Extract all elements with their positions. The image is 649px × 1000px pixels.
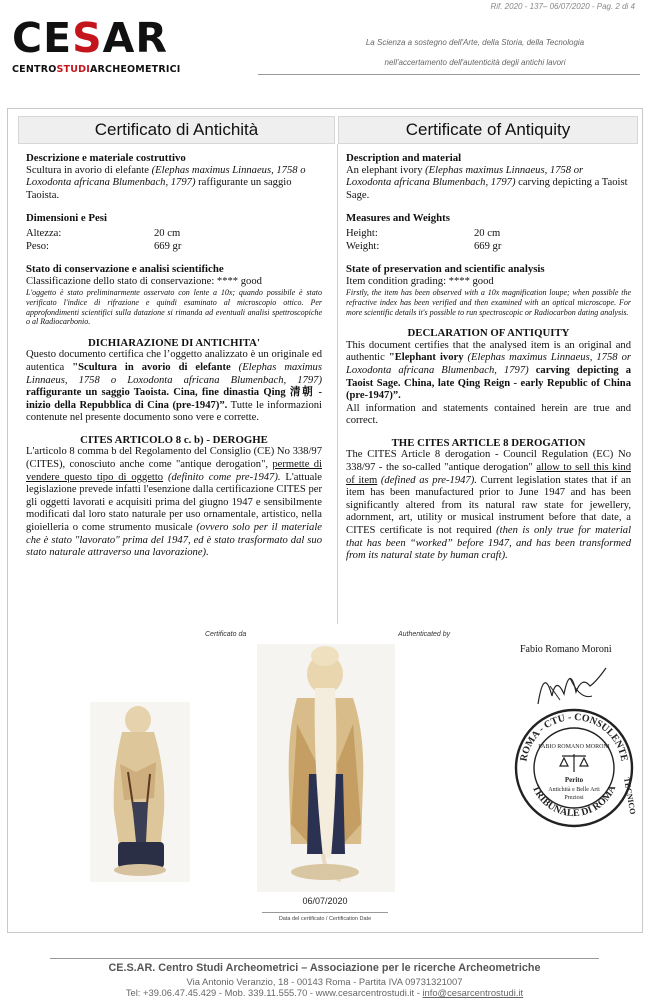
state-heading-it: Stato di conservazione e analisi scientifiche [26, 263, 224, 276]
desc-text-it [26, 165, 322, 203]
decl-en-a: This document certifies that the analysed item is an original and authentic [346, 339, 631, 364]
cites-heading-en: THE CITES ARTICLE 8 DEROGATION [391, 436, 586, 449]
logo-sub-archeometrici: ARCHEOMETRICI [89, 64, 181, 75]
header-divider [258, 74, 640, 75]
logo-text-ar: AR [102, 14, 168, 62]
scales-icon [560, 754, 588, 772]
height-label-en: Height: [346, 227, 378, 239]
cites-text-it [26, 446, 322, 559]
sculpture-front-illustration [257, 644, 395, 892]
column-divider [337, 144, 338, 624]
footer-address: Via Antonio Veranzio, 18 - 00143 Roma - Partita IVA 09731321007 [186, 976, 463, 987]
decl-it-a: Questo documento certifica che l’oggetto analizzato è un originale ed autentica [26, 349, 322, 373]
tagline-line-1: La Scienza a sostegno dell'Arte, della Storia, della Tecnologia [365, 38, 585, 47]
stamp-line-2: Antichità e Belle Arti [548, 787, 600, 793]
cites-en-c: (defined as pre-1947). [377, 474, 477, 486]
weight-value-en: 669 gr [474, 240, 502, 252]
desc-en-a: An elephant ivory [346, 164, 426, 176]
state-note-en: Firstly, the item has been observed with a 10x magnification loupe; when possible the refractive index has been verified and then examined with an optical microscope. For more scientific details it's possible to run spectroscopic or Radiocarbon dating analysis. [346, 288, 631, 317]
logo-sub-centro: CENTRO [12, 64, 57, 75]
tagline-line-2: nell'accertamento dell'autenticità degli antichi lavori [384, 58, 566, 67]
title-italian: Certificato di Antichità [18, 116, 335, 144]
certified-by-label: Certificato da [205, 631, 247, 638]
signer-name: Fabio Romano Moroni [520, 644, 612, 655]
state-grade-it: Classificazione dello stato di conservazione: **** good [26, 275, 262, 287]
decl-it-d: raffigurante un saggio Taoista. Cina, fine dinastia Qing 清朝 - inizio della Repubblica di Cina (pre-1947)”. [26, 387, 322, 411]
desc-en-b: (Elephas maximus Linnaeus, 1758 or Loxodonta africana Blumenbach, 1797) [346, 164, 584, 189]
date-caption: Data del certificato / Certification Date [278, 916, 372, 922]
state-grade-en: Item condition grading: **** good [346, 275, 494, 287]
logo-text-s: S [72, 14, 103, 62]
english-column [346, 152, 631, 563]
weight-value-it: 669 gr [154, 240, 182, 252]
decl-en-c: (Elephas maximus Linnaeus, 1758 or Loxodonta africana Blumenbach, 1797) [346, 352, 631, 376]
desc-text-en [346, 165, 631, 203]
decl-heading-it: DICHIARAZIONE DI ANTICHITA' [88, 336, 260, 349]
cites-it-d: L'attuale legislazione prevede infatti l'esenzione dalla certificazione CITES per gli oggetti lavorati e acquisiti prima del giugno 1947 e sensibilmente modificati dal loro stato naturale per uso ornamentale, artistico, nella gioielleria o come strumento musicale [26, 471, 322, 534]
cites-it-b: permette di vendere questo tipo di oggetto [26, 459, 322, 483]
height-value-it: 20 cm [154, 227, 181, 239]
stamp-line-3: Preziosi [564, 795, 584, 801]
decl-it-b: "Scultura in avorio di elefante [72, 361, 231, 373]
stamp-graphic [512, 706, 636, 830]
dim-heading-en: Measures and Weights [346, 212, 450, 225]
decl-heading-en: DECLARATION OF ANTIQUITY [407, 327, 570, 340]
footer-divider [50, 958, 599, 959]
stamp-title: Perito [564, 776, 584, 784]
date-underline [262, 912, 388, 913]
decl-en-d: carving depicting a Taoist Sage. China, late Qing Reign - early Republic of China (pre-1947)”. [346, 364, 631, 402]
decl-text-it [26, 349, 322, 425]
cites-heading-it: CITES ARTICOLO 8 c. b) - DEROGHE [80, 433, 268, 446]
sculpture-back-illustration [90, 702, 190, 882]
height-row-it [26, 228, 322, 241]
logo-text-ce: CE [12, 14, 73, 62]
stamp-name: FABIO ROMANO MORONI [538, 744, 610, 750]
logo-sub-studi: STUDI [56, 64, 90, 75]
cites-en-a: The CITES Article 8 derogation - Council Regulation (EC) No 338/97 - the so-called "antique derogation" [346, 449, 631, 474]
cites-en-e: (then is only true for material that has been “worked” before 1947, and has been transformed from its natural state by human craft). [346, 525, 632, 562]
weight-label-en: Weight: [346, 240, 380, 252]
weight-row-en [346, 241, 631, 254]
decl-en-b: "Elephant ivory [388, 352, 464, 364]
sculpture-back-photo [90, 702, 190, 882]
cites-it-e: (ovvero solo per il materiale che è stato "lavorato" prima del 1947, ed è stato trasformato dal suo stato naturale attraverso una lavorazione). [26, 522, 322, 559]
cites-it-a: L'articolo 8 comma b del Regolamento del Consiglio (CE) No 338/97 (CITES), conosciuto anche come "antique derogation", [26, 446, 322, 471]
height-row-en [346, 228, 631, 241]
signature-graphic [530, 656, 610, 712]
desc-it-b: (Elephas maximus Linnaeus, 1758 o Loxodonta africana Blumenbach, 1797) [26, 164, 306, 189]
decl-closing-en: All information and statements contained herein are true and correct. [346, 402, 631, 427]
sculpture-front-photo [257, 644, 395, 892]
logo-subtitle [12, 64, 181, 75]
desc-heading-en: Description and material [346, 152, 462, 164]
cites-en-d: Current legislation states that if an item has been manufactured prior to June 1947 and has been significantly altered from its natural raw state for jewellery, adornment, art, utility or musical instrument before that date, a CITES certificate is not required [346, 474, 631, 537]
desc-heading-it: Descrizione e materiale costruttivo [26, 152, 186, 164]
reference-number: Rif. 2020 - 137– 06/07/2020 - Pag. 2 di 4 [490, 2, 635, 11]
footer-email-link[interactable]: info@cesarcentrostudi.it [422, 987, 524, 998]
dim-heading-it: Dimensioni e Pesi [26, 212, 107, 225]
weight-row-it [26, 241, 322, 254]
footer-contacts [0, 987, 649, 998]
cites-it-c: (definito come pre-1947). [163, 471, 281, 483]
stamp-bottom-text: TRIBUNALE DI ROMA [529, 783, 619, 820]
handwritten-signature [530, 656, 610, 712]
decl-it-c: (Elephas maximus Linnaeus, 1758 o Loxodonta africana Blumenbach, 1797) [26, 361, 322, 386]
cesar-logo [12, 14, 168, 62]
cites-text-en [346, 449, 631, 562]
stamp-right-text: TECNICO [622, 776, 636, 816]
cites-en-b: allow to sell this kind of item [346, 462, 631, 486]
decl-it-e: Tutte le informazioni contenute nel presente documento sono vere e corrette. [26, 399, 323, 424]
height-label-it: Altezza: [26, 227, 62, 239]
state-heading-en: State of preservation and scientific analysis [346, 263, 545, 276]
italian-column [26, 152, 322, 560]
title-english: Certificate of Antiquity [338, 116, 638, 144]
height-value-en: 20 cm [474, 227, 501, 239]
state-note-it: L'oggetto è stato preliminarmente osservato con lente a 10x; quando possibile è stato verificato l'indice di rifrazione e quindi esaminato al microscopio ottico. Per approfondimenti scientifici sulla datazione si rimanda ad eventuali analisi spettroscopiche o al Radiocarbonio. [26, 288, 322, 327]
certificate-date: 06/07/2020 [302, 896, 348, 906]
footer-phone-web: Tel: +39.06.47.45.429 - Mob. 339.11.555.70 - www.cesarcentrostudi.it - [125, 987, 423, 998]
stamp-top-text: ROMA - CTU - CONSULENTE [518, 711, 630, 763]
decl-text-en [346, 340, 631, 403]
weight-label-it: Peso: [26, 240, 49, 252]
desc-en-c: carving depicting a Taoist Sage. [346, 177, 628, 201]
desc-it-c: raffigurante un saggio Taoista. [26, 177, 292, 201]
footer-organization: CE.S.AR. Centro Studi Archeometrici – Associazione per le ricerche Archeometriche [108, 962, 541, 974]
desc-it-a: Scultura in avorio di elefante [26, 164, 152, 176]
official-stamp [512, 706, 636, 830]
authenticated-by-label: Authenticated by [398, 631, 451, 638]
